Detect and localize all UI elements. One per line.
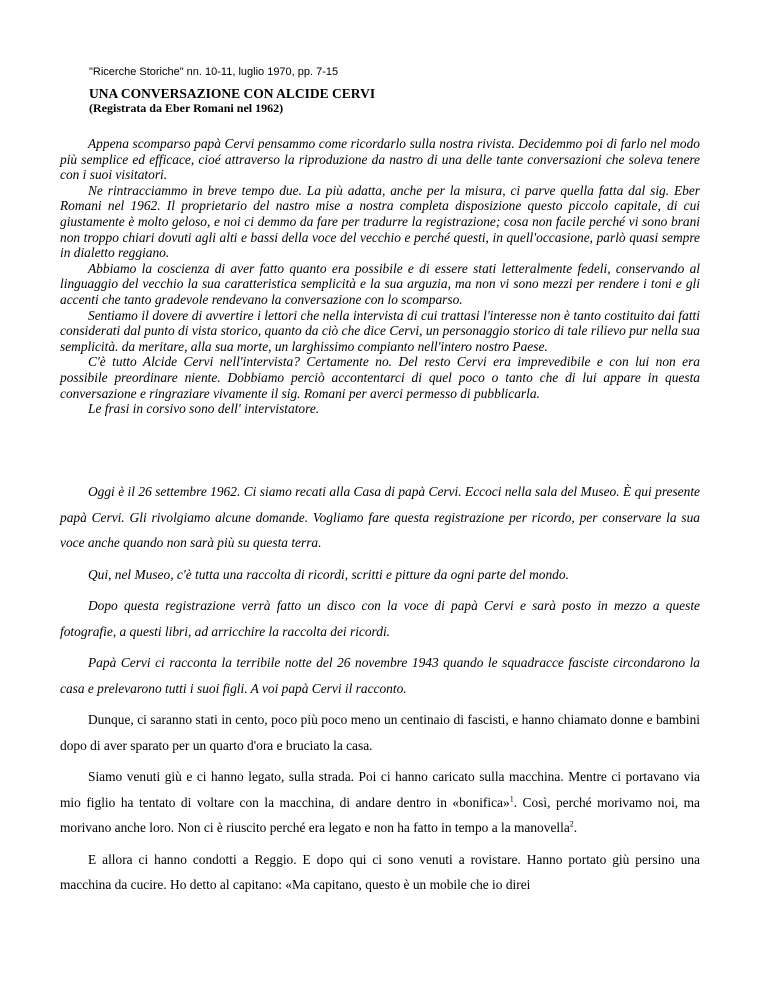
paragraph-text: .: [573, 820, 578, 835]
intro-paragraph: Sentiamo il dovere di avvertire i lettori che nella intervista di cui trattasi l'interesse non è tanto costituito dai fatti considerati dal punto di vista storico, quanto da ciò che dice Cervi, un personaggio storico di tale rilievo pur nella sua semplicità. da meritare, alla sua morte, un larghissimo compianto nell'intero nostro Paese.: [60, 307, 700, 354]
intro-paragraph: Appena scomparso papà Cervi pensammo come ricordarlo sulla nostra rivista. Decidemmo poi di farlo nel modo più semplice ed efficace, cioé attraverso la riproduzione da nastro di una delle tante conversazioni che soleva tenere con i suoi visitatori.: [60, 136, 700, 183]
editorial-introduction: [60, 136, 700, 417]
interview-body: [60, 479, 700, 904]
intro-paragraph: Ne rintracciammo in breve tempo due. La più adatta, anche per la misura, ci parve quella fatta dal sig. Eber Romani nel 1962. Il proprietario del nastro mise a nostra completa disposizione questo piccolo capitale, di cui giustamente è molto geloso, e noi ci demmo da fare per tradurre la registrazione; cosa non facile perché vi sono brani non troppo chiari dovuti agli alti e bassi della voce del vecchio e perché questi, in quell'occasione, parlò quasi sempre in dialetto reggiano.: [60, 182, 700, 261]
article-title: UNA CONVERSAZIONE CON ALCIDE CERVI: [89, 86, 376, 101]
footnote-ref-1: 1: [509, 794, 514, 804]
article-subtitle: (Registrata da Eber Romani nel 1962): [89, 101, 284, 115]
intro-paragraph: C'è tutto Alcide Cervi nell'intervista? Certamente no. Del resto Cervi era imprevedibile e con lui non era possibile preordinare niente. Dobbiamo perciò accontentarci di quel poco o tanto che di lui appare in questa conversazione e ringraziare vivamente il sig. Romani per averci permesso di pubblicarla.: [60, 354, 700, 401]
cervi-paragraph: [60, 764, 700, 841]
intro-paragraph: Le frasi in corsivo sono dell' intervistatore.: [88, 401, 320, 417]
paragraph-text: . Così, perché morivamo noi, ma morivano anche loro. Non ci è riuscito perché era legato e non ha fatto in tempo a la manovella: [60, 794, 700, 835]
footnote-ref-2: 2: [569, 819, 574, 829]
cervi-paragraph: E allora ci hanno condotti a Reggio. E dopo qui ci sono venuti a rovistare. Hanno portato giù persino una macchina da cucire. Ho detto al capitano: «Ma capitano, questo è un mobile che io direi: [60, 851, 700, 892]
interviewer-paragraph: Papà Cervi ci racconta la terribile notte del 26 novembre 1943 quando le squadracce fasciste circondarono la casa e prelevarono tutti i suoi figli. A voi papà Cervi il racconto.: [60, 655, 700, 696]
interviewer-paragraph: Oggi è il 26 settembre 1962. Ci siamo recati alla Casa di papà Cervi. Eccoci nella sala del Museo. È qui presente papà Cervi. Gli rivolgiamo alcune domande. Vogliamo fare questa registrazione per ricordo, per conservare la sua voce anche quando non sarà più su questa terra.: [60, 484, 700, 550]
cervi-paragraph: Dunque, ci saranno stati in cento, poco più poco meno un centinaio di fascisti, e hanno chiamato donne e bambini dopo di aver sparato per un quarto d'ora e bruciato la casa.: [60, 712, 700, 753]
interviewer-paragraph: Qui, nel Museo, c'è tutta una raccolta di ricordi, scritti e pitture da ogni parte del mondo.: [88, 566, 569, 582]
source-citation: "Ricerche Storiche" nn. 10-11, luglio 1970, pp. 7-15: [89, 66, 339, 78]
intro-paragraph: Abbiamo la coscienza di aver fatto quanto era possibile e di essere stati letteralmente fedeli, conservando al linguaggio del vecchio la sua caratteristica semplicità e la sua arguzia, ma non vi sono mezzi per rendere i toni e gli accenti che tanto gradevole rendevano la conversazione con lo scomparso.: [60, 260, 700, 307]
paragraph-text: Siamo venuti giù e ci hanno legato, sulla strada. Poi ci hanno caricato sulla macchina. Mentre ci portavano via mio figlio ha tentato di voltare con la macchina, di andare dentro in «bonifica»: [60, 769, 700, 810]
interviewer-paragraph: Dopo questa registrazione verrà fatto un disco con la voce di papà Cervi e sarà posto in mezzo a queste fotografie, a questi libri, ad arricchire la raccolta dei ricordi.: [60, 598, 700, 639]
